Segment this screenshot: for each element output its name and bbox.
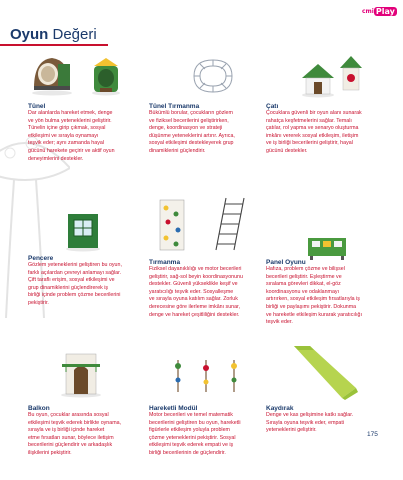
- item-title-pencere: Pencere: [28, 255, 54, 262]
- desc-line: gücünü harekete geçirir ve aktif oyun: [28, 147, 115, 154]
- desc-line: rahatça keşfetmelerini sağlar. Temalı: [266, 117, 352, 124]
- desc-line: dinamiklerini güçlendirir.: [149, 147, 206, 154]
- desc-line: Hafıza, problem çözme ve bilişsel: [266, 266, 345, 272]
- page-header: [0, 24, 108, 46]
- desc-line: becerileri geliştirir. Eşleştirme ve: [266, 273, 342, 280]
- desc-line: koordinasyonu ve odaklanmayı: [266, 288, 340, 295]
- brand-prefix: cmi: [362, 8, 374, 15]
- desc-line: ve iş birliği becerilerini geliştirir, hayal: [266, 140, 353, 147]
- moving-module-image: [168, 356, 244, 394]
- roof-house-image: [298, 60, 338, 98]
- desc-line: teşvik eder; aynı zamanda hayal: [28, 140, 104, 147]
- item-description-pencere: [28, 262, 146, 308]
- item-title-tunel: Tünel: [28, 103, 46, 110]
- desc-line: yeteneklerini geliştirir.: [266, 427, 317, 434]
- desc-line: denge ve hareket çeşitliliğini destekler.: [149, 311, 240, 318]
- desc-line: derecesine göre ilerleme imkânı sunar,: [149, 303, 240, 310]
- item-description-tunel: [28, 110, 146, 163]
- item-description-kaydirak: [266, 412, 398, 435]
- desc-line: imkânı vererek sosyal etkileşim, iletişim: [266, 132, 359, 139]
- item-description-hareketli-modul: [149, 412, 265, 458]
- desc-line: farklı açılardan çevreyi anlamayı sağlar.: [28, 269, 122, 276]
- desc-line: ve fiziksel becerilerini geliştirirken,: [149, 117, 229, 124]
- page-title: [10, 26, 97, 43]
- item-title-balkon: Balkon: [28, 405, 50, 412]
- desc-line: grup dinamiklerini güçlendirerek iş: [28, 284, 109, 291]
- desc-line: Denge ve kas gelişimine katkı sağlar.: [266, 412, 354, 418]
- brand-name: Play: [375, 7, 395, 16]
- window-product-image: [62, 208, 104, 252]
- item-title-cati: Çatı: [266, 103, 279, 110]
- desc-line: çözme yeteneklerini pekiştirir. Sosyal: [149, 434, 236, 441]
- item-title-tirmanma: Tırmanma: [149, 259, 181, 266]
- climbing-panel-image: [154, 198, 188, 252]
- desc-line: birliği içinde problem çözme becerilerini: [28, 292, 121, 299]
- desc-line: etkileşimi teşvik ederek birlikte oynama,: [28, 419, 122, 426]
- desc-line: yaratıcılığı teşvik eder. Sosyalleşme: [149, 288, 234, 295]
- desc-line: gücünü destekler.: [266, 147, 308, 154]
- desc-line: becerilerini geliştiren bu oyun, hareketli: [149, 419, 241, 426]
- desc-line: becerilerini güçlendirir ve arkadaşlık: [28, 442, 113, 449]
- item-description-panel-oyunu: [266, 266, 398, 327]
- item-description-tunel-tirmanma: [149, 110, 265, 156]
- desc-line: birliği becerilerinin de güçlendirir.: [149, 449, 226, 456]
- desc-line: Dar alanlarda hareket etmek, denge: [28, 110, 113, 116]
- page-title-rest: Değeri: [48, 26, 97, 43]
- desc-line: pekiştirir.: [28, 299, 49, 306]
- desc-line: etkileşimi teşvik ederek empati ve iş: [149, 442, 234, 449]
- desc-line: Motor becerileri ve temel matematik: [149, 412, 233, 418]
- brand-logo: [362, 7, 394, 21]
- desc-line: geliştirir, sağ-sol beyin koordinasyonunu: [149, 273, 243, 280]
- desc-line: Gözlem yeteneklerini geliştiren bu oyun,: [28, 262, 122, 268]
- desc-line: deneyimlerini destekler.: [28, 155, 84, 162]
- desc-line: etkileşimi ve sırayla oynamayı: [28, 132, 99, 139]
- item-title-panel-oyunu: Panel Oyunu: [266, 259, 306, 266]
- desc-line: etme fırsatları sunar, böylece iletişim: [28, 434, 114, 441]
- climbing-rope-net-image: [212, 196, 254, 252]
- tunnel-product-image: [28, 52, 76, 96]
- desc-line: destekler. Güvenli yükseklikle keşif ve: [149, 281, 238, 288]
- item-description-tirmanma: [149, 266, 265, 319]
- desc-line: sırayla ve iş birliği içinde hareket: [28, 427, 105, 434]
- item-title-tunel-tirmanma: Tünel Tırmanma: [149, 103, 200, 110]
- desc-line: artırırken, sosyal etkileşim fırsatlarıyla iş: [266, 296, 360, 303]
- item-description-cati: [266, 110, 398, 156]
- item-title-kaydirak: Kaydırak: [266, 405, 294, 412]
- page-title-bold: Oyun: [10, 26, 49, 43]
- desc-line: denge, koordinasyon ve strateji: [149, 125, 223, 132]
- desc-line: Fiziksel dayanıklılığı ve motor becerileri: [149, 266, 242, 272]
- tunnel-detail-image: [88, 56, 124, 96]
- desc-line: Çocuklara güvenli bir oyun alanı sunarak: [266, 110, 362, 116]
- desc-line: Çift taraflı erişim, sosyal etkileşimi ve: [28, 277, 115, 284]
- desc-line: Sırayla oyuna teşvik eder, empati: [266, 419, 345, 426]
- desc-line: Bu oyun, çocuklar arasında sosyal: [28, 412, 109, 418]
- desc-line: sosyal etkileşimi destekleyerek grup: [149, 140, 234, 147]
- page-number: 175: [367, 431, 378, 438]
- tunnel-climbing-image: [186, 56, 240, 98]
- desc-line: birliği ve paylaşımı pekiştirir. Dokunma: [266, 303, 357, 310]
- balcony-product-image: [56, 348, 106, 398]
- desc-line: Bükümlü borular, çocukların gözlem: [149, 110, 233, 116]
- desc-line: figürlerle etkileşim yoluyla problem: [149, 427, 230, 434]
- desc-line: sıralama görevleri dikkat, el-göz: [266, 281, 341, 288]
- item-title-hareketli-modul: Hareketli Modül: [149, 405, 198, 412]
- title-underline: [0, 44, 108, 46]
- desc-line: düşünme yeteneklerini artırır. Ayrıca,: [149, 132, 235, 139]
- desc-line: teşvik eder.: [266, 319, 293, 326]
- desc-line: ilişkilerini pekiştirir.: [28, 449, 72, 456]
- desc-line: çatılar, rol yapma ve senaryo oluşturma: [266, 125, 359, 132]
- desc-line: Tünelin içine girip çıkmak, sosyal: [28, 125, 106, 132]
- slide-product-image: [290, 342, 360, 400]
- roof-detail-image: [338, 54, 364, 94]
- desc-line: ve yön bulma yeteneklerini geliştirir.: [28, 117, 112, 124]
- item-description-balkon: [28, 412, 146, 458]
- desc-line: ve hareketle etkileşim kurarak yaratıcılığı: [266, 311, 362, 318]
- desc-line: ve sırayla oyuna katılım sağlar. Zorluk: [149, 296, 238, 303]
- panel-game-image: [306, 236, 348, 260]
